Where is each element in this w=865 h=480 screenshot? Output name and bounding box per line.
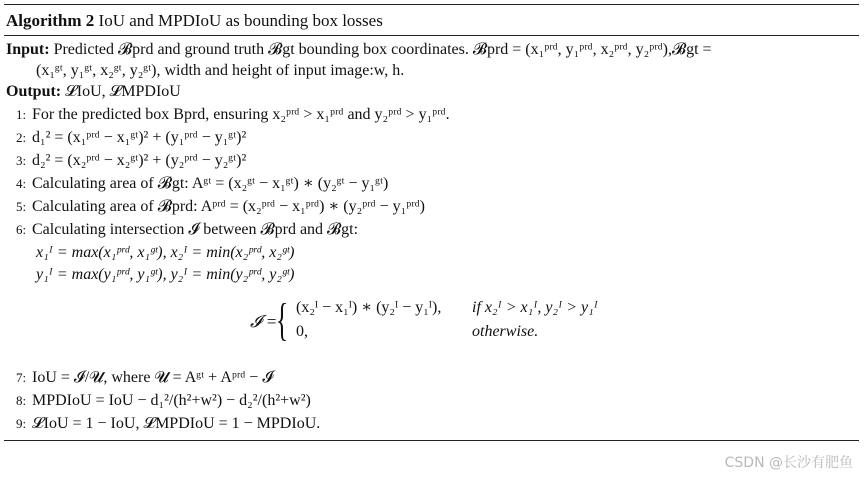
step-1 [6, 104, 859, 125]
intersection-equation [6, 293, 859, 353]
step-6-line-x: x₁ᴵ = max(x₁ᵖʳᵈ, x₁ᵍᵗ), x₂ᴵ = min(x₂ᵖʳᵈ, x₂ᵍᵗ) [36, 244, 295, 261]
step-5 [6, 196, 859, 217]
step-text: MPDIoU = IoU − d₁²/(h²+w²) − d₂²/(h²+w²) [32, 392, 311, 409]
equation-condition-1: if x₂ᴵ > x₁ᴵ, y₂ᴵ > y₁ᴵ [472, 299, 598, 316]
input-line-2 [6, 60, 859, 81]
step-text: Calculating intersection 𝓘 between 𝓑prd and 𝓑gt: [32, 221, 359, 238]
step-6 [6, 219, 859, 240]
equation-condition-2: otherwise. [472, 323, 539, 340]
step-4 [6, 173, 859, 194]
step-text: For the predicted box Bprd, ensuring x₂ᵖʳᵈ > x₁ᵖʳᵈ and y₂ᵖʳᵈ > y₁ᵖʳᵈ. [32, 106, 450, 123]
algorithm-title [4, 5, 859, 35]
step-text: Calculating area of 𝓑gt: Aᵍᵗ = (x₂ᵍᵗ − x₁ᵍᵗ) ∗ (y₂ᵍᵗ − y₁ᵍᵗ) [32, 175, 389, 192]
left-brace-symbol: { [276, 294, 289, 345]
step-number: 2: [16, 130, 27, 145]
algorithm-box [4, 4, 859, 441]
input-label: Input: [6, 41, 50, 58]
step-number: 4: [16, 176, 27, 191]
step-number: 9: [16, 416, 27, 431]
step-text: IoU = 𝓘/𝓤, where 𝓤 = Aᵍᵗ + Aᵖʳᵈ − 𝓘 [32, 369, 274, 386]
algorithm-title-text: IoU and MPDIoU as bounding box losses [98, 11, 383, 30]
step-text: Calculating area of 𝓑prd: Aᵖʳᵈ = (x₂ᵖʳᵈ − x₁ᵖʳᵈ) ∗ (y₂ᵖʳᵈ − y₁ᵖʳᵈ) [32, 198, 425, 215]
step-text: 𝓛IoU = 1 − IoU, 𝓛MPDIoU = 1 − MPDIoU. [32, 415, 321, 432]
step-7 [6, 367, 859, 388]
step-3 [6, 150, 859, 171]
watermark: CSDN @长沙有肥鱼 [724, 455, 853, 471]
step-8 [6, 390, 859, 411]
equation-lhs: 𝓘 = [250, 312, 278, 331]
step-2 [6, 127, 859, 148]
output-text: 𝓛IoU, 𝓛MPDIoU [65, 83, 181, 100]
step-number: 1: [16, 107, 27, 122]
step-number: 5: [16, 199, 27, 214]
algorithm-number: Algorithm 2 [6, 11, 95, 30]
algorithm-body [4, 36, 859, 440]
step-number: 3: [16, 153, 27, 168]
step-text: d₁² = (x₁ᵖʳᵈ − x₁ᵍᵗ)² + (y₁ᵖʳᵈ − y₁ᵍᵗ)² [32, 129, 247, 146]
equation-case-2: 0, [296, 323, 308, 340]
step-number: 7: [16, 370, 27, 385]
step-number: 6: [16, 222, 27, 237]
output-line [6, 81, 859, 102]
input-text-1: Predicted 𝓑prd and ground truth 𝓑gt bounding box coordinates. 𝓑prd = (x₁ᵖʳᵈ, y₁ᵖʳᵈ, x₂ᵖʳᵈ, y₂ᵖʳᵈ),𝓑gt = [53, 41, 712, 58]
input-text-2: (x₁ᵍᵗ, y₁ᵍᵗ, x₂ᵍᵗ, y₂ᵍᵗ), width and height of input image:w, h. [36, 62, 405, 79]
input-line-1 [6, 39, 859, 60]
step-text: d₂² = (x₂ᵖʳᵈ − x₂ᵍᵗ)² + (y₂ᵖʳᵈ − y₂ᵍᵗ)² [32, 152, 247, 169]
step-number: 8: [16, 393, 27, 408]
output-label: Output: [6, 83, 62, 100]
bottom-rule [4, 440, 859, 441]
step-9 [6, 413, 859, 434]
step-6-line-y: y₁ᴵ = max(y₁ᵖʳᵈ, y₁ᵍᵗ), y₂ᴵ = min(y₂ᵖʳᵈ, y₂ᵍᵗ) [36, 266, 295, 283]
equation-case-1: (x₂ᴵ − x₁ᴵ) ∗ (y₂ᴵ − y₁ᴵ), [296, 299, 442, 316]
